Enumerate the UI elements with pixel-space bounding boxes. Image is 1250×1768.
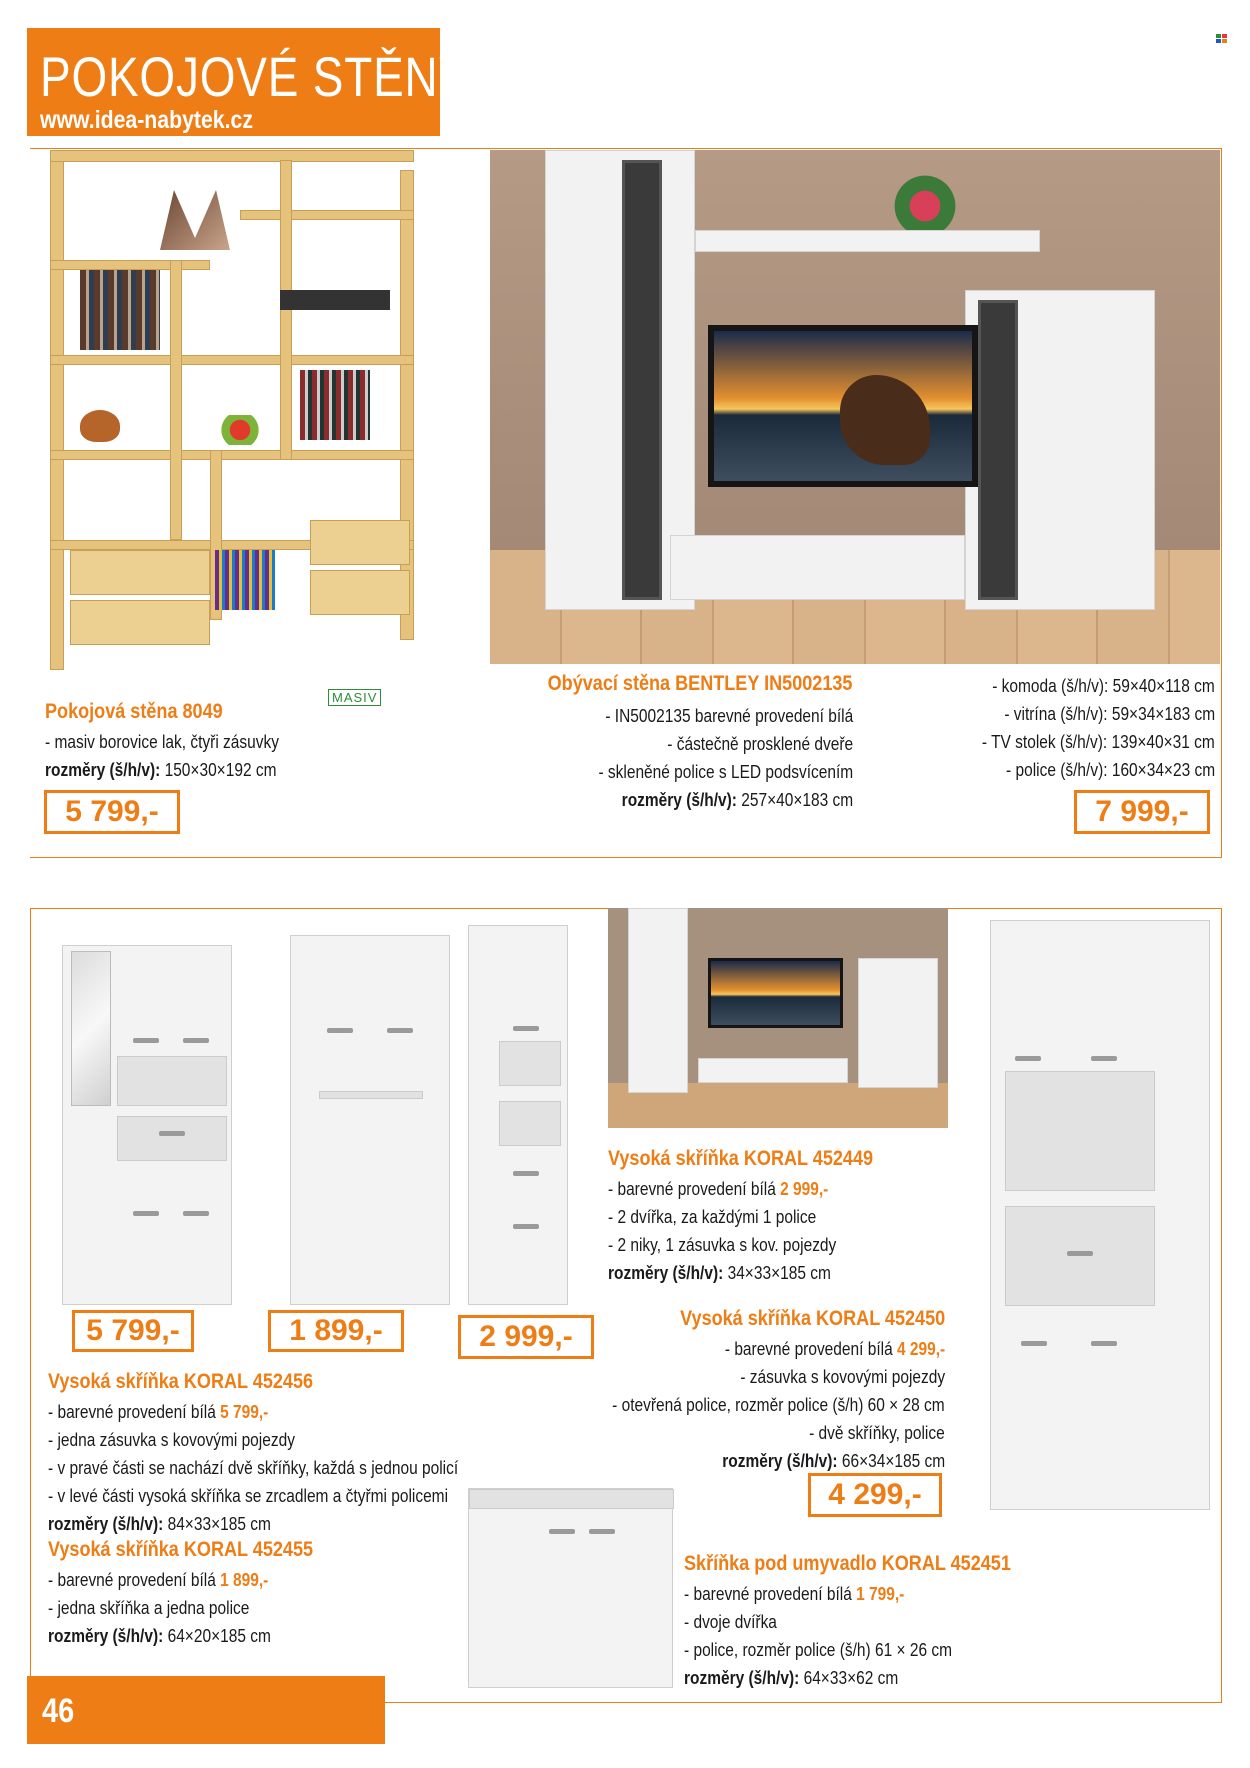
bentley-part-vitrina: - vitrína (š/h/v): 59×34×183 cm bbox=[1004, 704, 1215, 724]
product-spec-bentley-1: - IN5002135 barevné provedení bílá bbox=[605, 706, 853, 726]
product-spec-452449-2: - 2 niky, 1 zásuvka s kov. pojezdy bbox=[608, 1235, 837, 1255]
product-dims-452455 bbox=[48, 1622, 271, 1650]
product-spec-452456-2: - v pravé části se nachází dvě skříňky, každá s jednou policí bbox=[48, 1458, 459, 1478]
bentley-part-komoda: - komoda (š/h/v): 59×40×118 cm bbox=[992, 676, 1215, 696]
price-tag-452455: 1 899,- bbox=[268, 1310, 404, 1352]
product-spec-bentley-3: - skleněné police s LED podsvícením bbox=[598, 762, 853, 782]
price-tag-452456: 5 799,- bbox=[72, 1310, 194, 1352]
product-spec-bentley-2: - částečně prosklené dveře bbox=[667, 734, 853, 754]
product-title-452455: Vysoká skříňka KORAL 452455 bbox=[48, 1538, 314, 1561]
product-spec-452456-1: - jedna zásuvka s kovovými pojezdy bbox=[48, 1430, 295, 1450]
website-link[interactable]: www.idea-nabytek.cz bbox=[40, 106, 253, 134]
dims-label: rozměry (š/h/v): bbox=[45, 760, 161, 780]
bentley-part-police: - police (š/h/v): 160×34×23 cm bbox=[1005, 760, 1215, 780]
dims-label: rozměry (š/h/v): bbox=[684, 1668, 800, 1688]
product-dims-bentley bbox=[622, 786, 853, 814]
page-title: POKOJOVÉ STĚNY bbox=[40, 45, 470, 108]
product-title-452456: Vysoká skříňka KORAL 452456 bbox=[48, 1370, 314, 1393]
product-spec-452450-3: - dvě skříňky, police bbox=[809, 1423, 945, 1443]
product-spec-452451-1: - dvoje dvířka bbox=[684, 1612, 777, 1632]
product-color-452450 bbox=[725, 1335, 945, 1363]
product-dims-452450 bbox=[722, 1447, 945, 1475]
brand-logo-icon bbox=[1216, 34, 1228, 43]
product-spec-8049: - masiv borovice lak, čtyři zásuvky bbox=[45, 732, 279, 752]
dims-label: rozměry (š/h/v): bbox=[621, 790, 737, 810]
color-label: - barevné provedení bílá bbox=[608, 1179, 776, 1199]
product-spec-452449-1: - 2 dvířka, za každými 1 police bbox=[608, 1207, 817, 1227]
color-label: - barevné provedení bílá bbox=[724, 1339, 893, 1359]
koral-452449-image bbox=[468, 925, 568, 1305]
dims-value: 34×33×185 cm bbox=[727, 1263, 831, 1283]
color-label: - barevné provedení bílá bbox=[48, 1402, 216, 1422]
product-spec-452450-1: - zásuvka s kovovými pojezdy bbox=[740, 1367, 945, 1387]
product-color-452455 bbox=[48, 1566, 268, 1594]
color-price: 5 799,- bbox=[220, 1402, 269, 1422]
dims-value: 66×34×185 cm bbox=[841, 1451, 945, 1471]
bentley-part-tv-stolek: - TV stolek (š/h/v): 139×40×31 cm bbox=[982, 732, 1215, 752]
product-title-bentley: Obývací stěna BENTLEY IN5002135 bbox=[547, 672, 852, 695]
product-title-452449: Vysoká skříňka KORAL 452449 bbox=[608, 1147, 874, 1170]
dims-value: 84×33×185 cm bbox=[167, 1514, 271, 1534]
product-dims-452456 bbox=[48, 1510, 271, 1538]
bentley-small-image bbox=[608, 908, 948, 1128]
color-price: 2 999,- bbox=[780, 1179, 829, 1199]
dims-value: 64×33×62 cm bbox=[803, 1668, 899, 1688]
dims-label: rozměry (š/h/v): bbox=[608, 1263, 724, 1283]
dims-value: 257×40×183 cm bbox=[741, 790, 853, 810]
masiv-badge: MASIV bbox=[328, 689, 381, 706]
product-spec-452455-1: - jedna skříňka a jedna police bbox=[48, 1598, 250, 1618]
product-spec-452456-3: - v levé části vysoká skříňka se zrcadlem a čtyřmi policemi bbox=[48, 1486, 449, 1506]
page-number-bar bbox=[27, 1676, 385, 1744]
page-number: 46 bbox=[42, 1692, 75, 1730]
koral-452455-image bbox=[290, 935, 450, 1305]
dims-value: 64×20×185 cm bbox=[167, 1626, 271, 1646]
color-label: - barevné provedení bílá bbox=[684, 1584, 852, 1604]
dims-label: rozměry (š/h/v): bbox=[722, 1451, 838, 1471]
product-dims-452451 bbox=[684, 1664, 898, 1692]
product-title-452451: Skříňka pod umyvadlo KORAL 452451 bbox=[684, 1552, 1011, 1575]
price-tag-bentley: 7 999,- bbox=[1074, 790, 1210, 834]
color-label: - barevné provedení bílá bbox=[48, 1570, 216, 1590]
product-dims-8049 bbox=[45, 756, 276, 784]
dims-value: 150×30×192 cm bbox=[164, 760, 277, 780]
color-price: 1 799,- bbox=[856, 1584, 905, 1604]
product-color-452449 bbox=[608, 1175, 828, 1203]
product-dims-452449 bbox=[608, 1259, 831, 1287]
product-spec-452450-2: - otevřená police, rozměr police (š/h) 60 × 28 cm bbox=[612, 1395, 945, 1415]
koral-452450-image bbox=[990, 920, 1210, 1510]
color-price: 4 299,- bbox=[896, 1339, 945, 1359]
price-tag-452449: 2 999,- bbox=[458, 1315, 594, 1359]
color-price: 1 899,- bbox=[220, 1570, 269, 1590]
price-tag-452450: 4 299,- bbox=[808, 1473, 942, 1517]
pine-shelf-image bbox=[40, 150, 420, 670]
koral-452451-image bbox=[468, 1488, 673, 1688]
dims-label: rozměry (š/h/v): bbox=[48, 1514, 164, 1534]
price-tag-8049: 5 799,- bbox=[44, 790, 180, 834]
koral-452456-image bbox=[62, 945, 232, 1305]
product-spec-452451-2: - police, rozměr police (š/h) 61 × 26 cm bbox=[684, 1640, 952, 1660]
dims-label: rozměry (š/h/v): bbox=[48, 1626, 164, 1646]
bentley-living-room-image bbox=[490, 150, 1220, 664]
product-title-452450: Vysoká skříňka KORAL 452450 bbox=[679, 1307, 945, 1330]
product-title-8049: Pokojová stěna 8049 bbox=[45, 700, 223, 723]
product-color-452451 bbox=[684, 1580, 904, 1608]
product-color-452456 bbox=[48, 1398, 268, 1426]
